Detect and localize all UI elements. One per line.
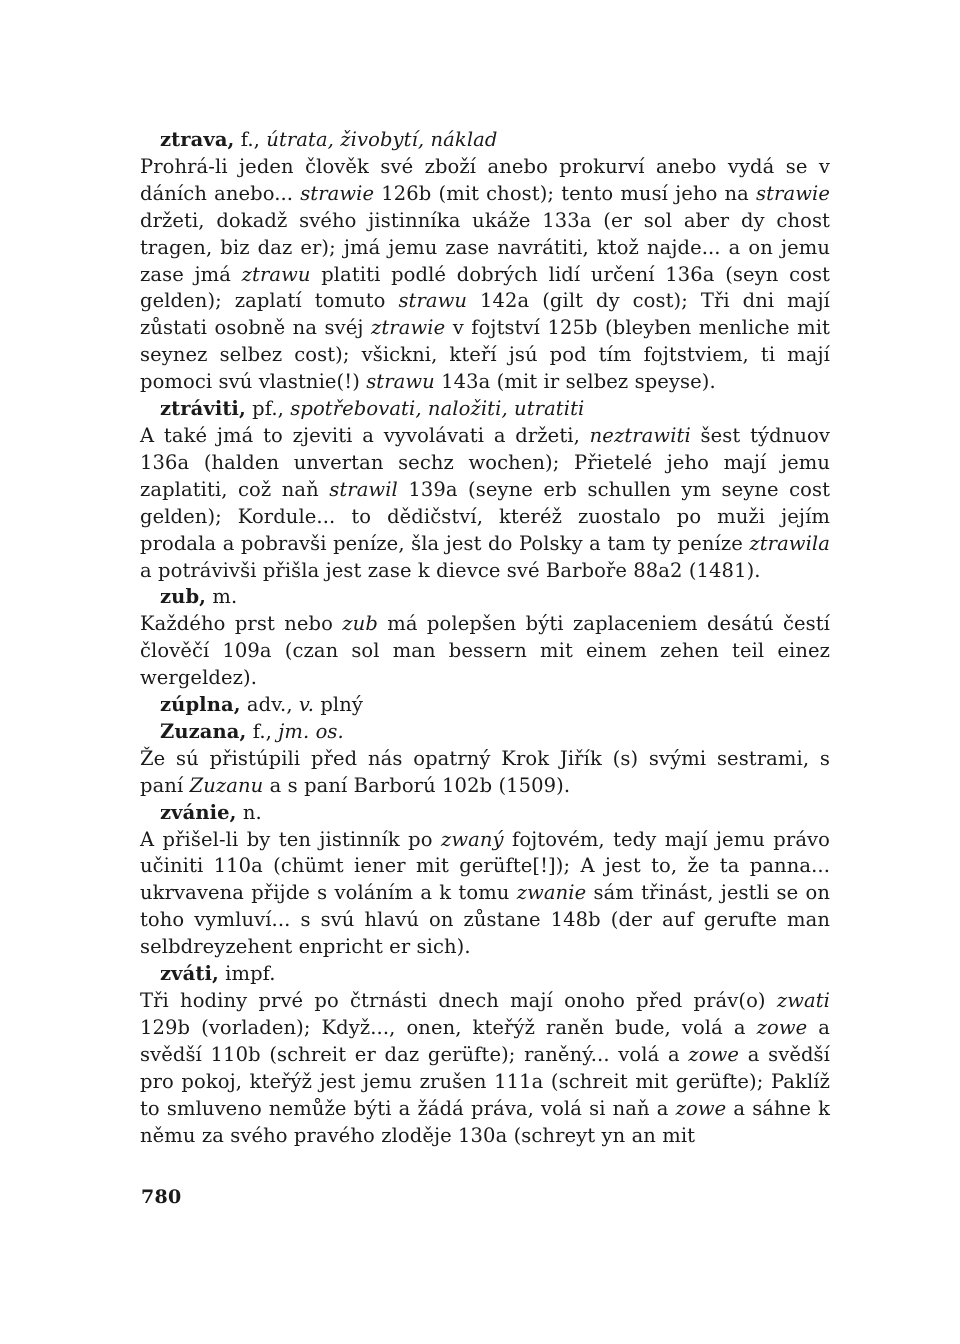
italic-form: zowe bbox=[675, 1096, 727, 1120]
entry-headword: zváti, bbox=[160, 962, 219, 986]
entry-gloss: útrata, živobytí, náklad bbox=[266, 128, 498, 151]
citation-run: 142a (gilt dy cost); Tři dni mají zůstati osobně na svéj bbox=[140, 289, 830, 340]
entry-citation-text bbox=[140, 746, 830, 800]
entry-grammar: n. bbox=[236, 800, 262, 824]
dictionary-entry bbox=[140, 127, 830, 396]
entry-grammar: f., bbox=[234, 128, 267, 151]
entry-gloss: jm. os. bbox=[278, 719, 344, 743]
entry-headword-line bbox=[140, 396, 830, 423]
entry-grammar: pf., bbox=[245, 397, 291, 421]
dictionary-entry bbox=[140, 396, 830, 584]
citation-run: fojtovém, tedy mají jemu právo učiniti 110a (chümt iener mit gerüfte[!]); A jest to, že ta panna... ukrvavena přijde s voláním a k tomu bbox=[140, 827, 830, 905]
citation-run: a sáhne k němu za svého pravého zloděje 130a (schreyt yn an mit bbox=[140, 1096, 831, 1147]
citation-run: sám třinást, jestli se on toho vymluví... s svú hlavú on zůstane 148b (der auf gerufte man selbdreyzehent enpricht er sich). bbox=[140, 881, 830, 959]
italic-form: ztrawie bbox=[371, 316, 446, 340]
italic-form: zwati bbox=[776, 989, 830, 1012]
entry-grammar: f., bbox=[246, 719, 279, 743]
citation-run: 139a (seyne erb schullen ym seyne cost gelden); Kordule... to dědičství, kteréž zuostalo po muži jejím prodala a pobravši peníze, šla jest do Polsky a tam ty peníze bbox=[140, 477, 831, 555]
entry-headword: ztráviti, bbox=[160, 397, 246, 421]
entry-gloss: spotřebovati, naložiti, utratiti bbox=[290, 397, 585, 421]
italic-form: strawil bbox=[329, 477, 398, 501]
italic-form: zwaný bbox=[440, 827, 504, 851]
citation-run: držeti, dokadž svého jistinníka ukáže 133a (er sol aber dy chost tragen, biz daz er); jmá jemu zase navrátiti, ktož najde... a on jemu zase jmá bbox=[140, 208, 830, 286]
italic-form: zub bbox=[342, 612, 378, 636]
italic-form: Zuzanu bbox=[189, 773, 264, 797]
dictionary-entries bbox=[140, 127, 830, 1149]
citation-run: a svědší pro pokoj, kteřýž jest jemu zrušen 111a (schreit mit gerüfte); Paklíž to smluveno nemůže býti a žádá práva, volá si naň a bbox=[140, 1042, 830, 1120]
citation-run: a potrávivši přišla jest zase k dievce své Barboře 88a2 (1481). bbox=[140, 558, 761, 582]
italic-form: neztrawiti bbox=[589, 423, 691, 447]
citation-run: má polepšen býti zaplaceniem desátú čestí člověčí 109a (czan sol man bessern mit einem zehen teil einez wergeldez). bbox=[140, 612, 830, 690]
entry-headword-line bbox=[140, 692, 830, 719]
citation-run: Každého prst nebo bbox=[140, 612, 343, 636]
entry-citation-text bbox=[140, 988, 830, 1149]
italic-form: ztrawila bbox=[749, 531, 830, 555]
citation-run: 143a (mit ir selbez speyse). bbox=[434, 370, 716, 394]
dictionary-entry bbox=[140, 692, 830, 719]
italic-form: zwanie bbox=[516, 881, 587, 905]
entry-headword: zvánie, bbox=[160, 800, 237, 824]
citation-run: A přišel-li by ten jistinník po bbox=[140, 827, 441, 851]
dictionary-entry bbox=[140, 719, 830, 800]
italic-form: strawie bbox=[756, 181, 830, 205]
entry-grammar: impf. bbox=[218, 962, 276, 986]
dictionary-entry bbox=[140, 800, 830, 961]
entry-citation-text bbox=[140, 611, 830, 692]
entry-headword: zúplna, bbox=[160, 693, 241, 717]
citation-run: A také jmá to zjeviti a vyvolávati a držeti, bbox=[140, 423, 590, 447]
dictionary-entry bbox=[140, 961, 830, 1149]
entry-headword-line bbox=[140, 719, 830, 746]
citation-run: platiti podlé dobrých lidí určení 136a (seyn cost gelden); zaplatí tomuto bbox=[140, 262, 830, 313]
citation-run: 129b (vorladen); Když..., onen, kteřýž raněn bude, volá a bbox=[140, 1015, 757, 1039]
entry-grammar: adv., bbox=[240, 693, 299, 717]
entry-headword-line bbox=[140, 800, 830, 827]
citation-run: Že sú přistúpili před nás opatrný Krok Jiřík (s) svými sestrami, s paní bbox=[140, 746, 830, 797]
italic-form: ztrawu bbox=[241, 262, 311, 286]
entry-citation-text bbox=[140, 154, 830, 396]
entry-crossref: plný bbox=[314, 693, 364, 717]
entry-headword-line bbox=[140, 961, 830, 988]
citation-run: šest týdnuov 136a (halden unvertan sechz wochen); Přietelé jeho mají jemu zaplatiti, což naň bbox=[140, 423, 831, 501]
italic-form: zowe bbox=[688, 1042, 740, 1066]
citation-run: a svědší 110b (schreit er daz gerüfte); raněný... volá a bbox=[140, 1015, 830, 1066]
entry-citation-text bbox=[140, 423, 830, 584]
entry-headword: zub, bbox=[160, 585, 207, 609]
citation-run: 126b (mit chost); tento musí jeho na bbox=[374, 181, 757, 205]
citation-run: Prohrá-li jeden člověk své zboží anebo prokurví anebo vydá se v dáních anebo... bbox=[140, 154, 830, 205]
citation-run: v fojtství 125b (bleyben menliche mit seynez selbez cost); všickni, kteří jsú pod tím fojtstviem, ti mají pomoci svú vlastnie(!) bbox=[140, 316, 830, 394]
italic-form: zowe bbox=[756, 1015, 808, 1039]
dictionary-entry bbox=[140, 584, 830, 692]
page-number: 780 bbox=[141, 1186, 182, 1208]
entry-grammar: m. bbox=[206, 585, 238, 609]
entry-gloss: v. bbox=[298, 693, 315, 717]
italic-form: strawu bbox=[366, 370, 435, 394]
entry-headword: ztrava, bbox=[160, 128, 235, 151]
italic-form: strawie bbox=[300, 181, 375, 205]
entry-citation-text bbox=[140, 827, 830, 962]
citation-run: Tři hodiny prvé po čtrnásti dnech mají onoho před práv(o) bbox=[140, 989, 777, 1012]
entry-headword-line bbox=[140, 127, 830, 154]
entry-headword: Zuzana, bbox=[160, 719, 247, 743]
entry-headword-line bbox=[140, 584, 830, 611]
italic-form: strawu bbox=[398, 289, 468, 313]
citation-run: a s paní Barború 102b (1509). bbox=[263, 773, 571, 797]
